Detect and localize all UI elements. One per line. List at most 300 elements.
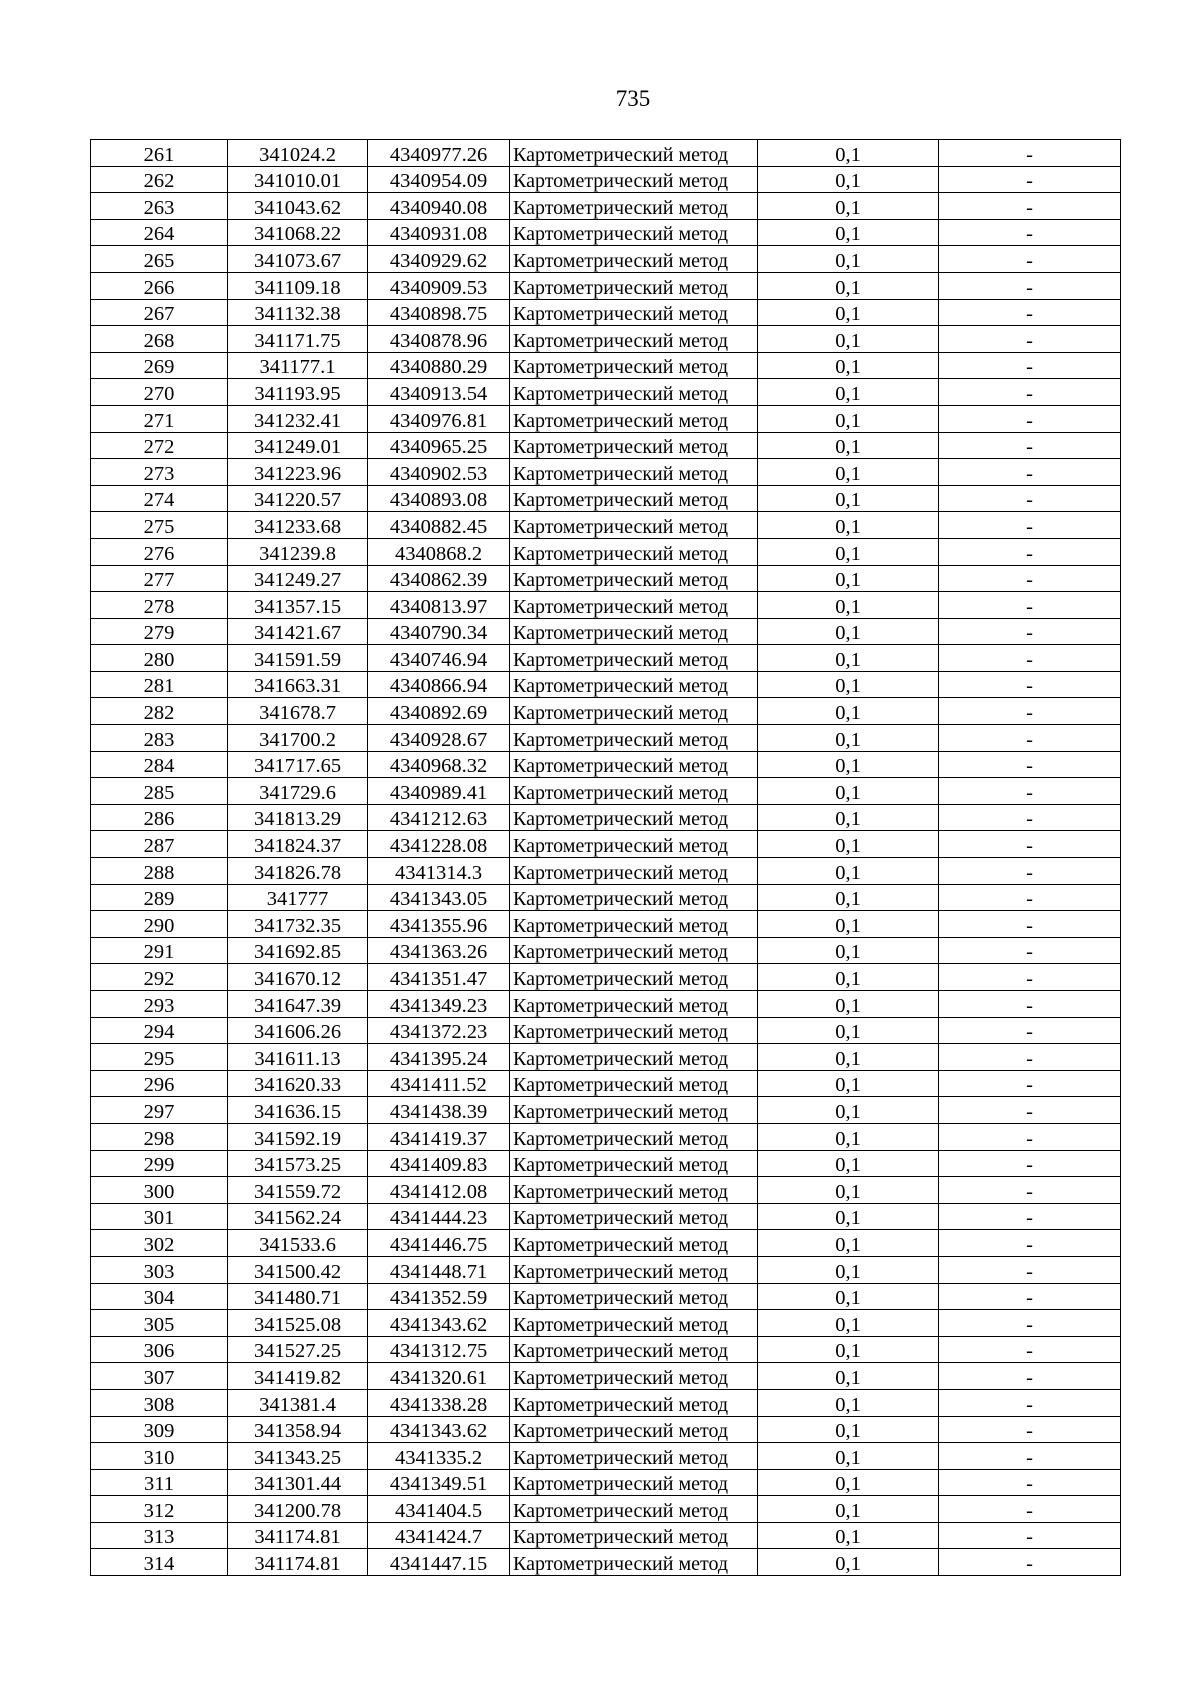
x-coordinate-cell: 341500.42 xyxy=(228,1256,368,1283)
note-cell: - xyxy=(939,193,1121,220)
x-coordinate-cell: 341670.12 xyxy=(228,964,368,991)
method-cell: Картометрический метод xyxy=(510,1017,758,1044)
note-cell: - xyxy=(939,565,1121,592)
note-cell: - xyxy=(939,725,1121,752)
accuracy-cell: 0,1 xyxy=(758,671,939,698)
method-cell: Картометрический метод xyxy=(510,831,758,858)
table-row xyxy=(91,778,1121,805)
x-coordinate-cell: 341777 xyxy=(228,884,368,911)
table-row xyxy=(91,1336,1121,1363)
method-cell: Картометрический метод xyxy=(510,485,758,512)
note-cell: - xyxy=(939,352,1121,379)
note-cell: - xyxy=(939,858,1121,885)
method-cell: Картометрический метод xyxy=(510,1203,758,1230)
point-number-cell: 287 xyxy=(91,831,228,858)
x-coordinate-cell: 341729.6 xyxy=(228,778,368,805)
y-coordinate-cell: 4340931.08 xyxy=(368,219,510,246)
table-row xyxy=(91,299,1121,326)
x-coordinate-cell: 341109.18 xyxy=(228,272,368,299)
table-row xyxy=(91,884,1121,911)
x-coordinate-cell: 341717.65 xyxy=(228,751,368,778)
method-cell: Картометрический метод xyxy=(510,991,758,1018)
note-cell: - xyxy=(939,1256,1121,1283)
table-row xyxy=(91,1496,1121,1523)
point-number-cell: 263 xyxy=(91,193,228,220)
y-coordinate-cell: 4340868.2 xyxy=(368,538,510,565)
y-coordinate-cell: 4341212.63 xyxy=(368,804,510,831)
point-number-cell: 299 xyxy=(91,1150,228,1177)
accuracy-cell: 0,1 xyxy=(758,618,939,645)
table-row xyxy=(91,1416,1121,1443)
note-cell: - xyxy=(939,299,1121,326)
point-number-cell: 304 xyxy=(91,1283,228,1310)
method-cell: Картометрический метод xyxy=(510,618,758,645)
x-coordinate-cell: 341381.4 xyxy=(228,1389,368,1416)
x-coordinate-cell: 341232.41 xyxy=(228,405,368,432)
y-coordinate-cell: 4341424.7 xyxy=(368,1522,510,1549)
coordinates-table xyxy=(90,139,1121,1576)
point-number-cell: 314 xyxy=(91,1549,228,1576)
x-coordinate-cell: 341239.8 xyxy=(228,538,368,565)
point-number-cell: 281 xyxy=(91,671,228,698)
y-coordinate-cell: 4341352.59 xyxy=(368,1283,510,1310)
table-row xyxy=(91,1256,1121,1283)
accuracy-cell: 0,1 xyxy=(758,911,939,938)
method-cell: Картометрический метод xyxy=(510,326,758,353)
note-cell: - xyxy=(939,1363,1121,1390)
y-coordinate-cell: 4340893.08 xyxy=(368,485,510,512)
point-number-cell: 261 xyxy=(91,140,228,167)
y-coordinate-cell: 4341363.26 xyxy=(368,937,510,964)
method-cell: Картометрический метод xyxy=(510,1044,758,1071)
y-coordinate-cell: 4340902.53 xyxy=(368,459,510,486)
y-coordinate-cell: 4341312.75 xyxy=(368,1336,510,1363)
accuracy-cell: 0,1 xyxy=(758,1363,939,1390)
accuracy-cell: 0,1 xyxy=(758,1283,939,1310)
y-coordinate-cell: 4341349.23 xyxy=(368,991,510,1018)
x-coordinate-cell: 341732.35 xyxy=(228,911,368,938)
point-number-cell: 262 xyxy=(91,166,228,193)
y-coordinate-cell: 4340913.54 xyxy=(368,379,510,406)
accuracy-cell: 0,1 xyxy=(758,804,939,831)
table-row xyxy=(91,485,1121,512)
method-cell: Картометрический метод xyxy=(510,193,758,220)
table-row xyxy=(91,1469,1121,1496)
method-cell: Картометрический метод xyxy=(510,1416,758,1443)
note-cell: - xyxy=(939,246,1121,273)
accuracy-cell: 0,1 xyxy=(758,884,939,911)
x-coordinate-cell: 341343.25 xyxy=(228,1443,368,1470)
table-row xyxy=(91,538,1121,565)
table-row xyxy=(91,618,1121,645)
table-row xyxy=(91,246,1121,273)
note-cell: - xyxy=(939,1017,1121,1044)
point-number-cell: 274 xyxy=(91,485,228,512)
x-coordinate-cell: 341177.1 xyxy=(228,352,368,379)
note-cell: - xyxy=(939,459,1121,486)
method-cell: Картометрический метод xyxy=(510,565,758,592)
y-coordinate-cell: 4340965.25 xyxy=(368,432,510,459)
x-coordinate-cell: 341611.13 xyxy=(228,1044,368,1071)
y-coordinate-cell: 4340813.97 xyxy=(368,592,510,619)
point-number-cell: 283 xyxy=(91,725,228,752)
accuracy-cell: 0,1 xyxy=(758,778,939,805)
table-row xyxy=(91,645,1121,672)
accuracy-cell: 0,1 xyxy=(758,1203,939,1230)
y-coordinate-cell: 4340940.08 xyxy=(368,193,510,220)
x-coordinate-cell: 341678.7 xyxy=(228,698,368,725)
y-coordinate-cell: 4340928.67 xyxy=(368,725,510,752)
x-coordinate-cell: 341301.44 xyxy=(228,1469,368,1496)
method-cell: Картометрический метод xyxy=(510,379,758,406)
note-cell: - xyxy=(939,485,1121,512)
y-coordinate-cell: 4341411.52 xyxy=(368,1070,510,1097)
table-row xyxy=(91,831,1121,858)
y-coordinate-cell: 4341343.62 xyxy=(368,1310,510,1337)
x-coordinate-cell: 341249.01 xyxy=(228,432,368,459)
note-cell: - xyxy=(939,166,1121,193)
method-cell: Картометрический метод xyxy=(510,1363,758,1390)
method-cell: Картометрический метод xyxy=(510,884,758,911)
accuracy-cell: 0,1 xyxy=(758,831,939,858)
accuracy-cell: 0,1 xyxy=(758,1443,939,1470)
accuracy-cell: 0,1 xyxy=(758,299,939,326)
note-cell: - xyxy=(939,272,1121,299)
accuracy-cell: 0,1 xyxy=(758,725,939,752)
point-number-cell: 266 xyxy=(91,272,228,299)
point-number-cell: 276 xyxy=(91,538,228,565)
accuracy-cell: 0,1 xyxy=(758,1177,939,1204)
x-coordinate-cell: 341525.08 xyxy=(228,1310,368,1337)
accuracy-cell: 0,1 xyxy=(758,991,939,1018)
table-row xyxy=(91,804,1121,831)
note-cell: - xyxy=(939,1097,1121,1124)
y-coordinate-cell: 4341372.23 xyxy=(368,1017,510,1044)
x-coordinate-cell: 341174.81 xyxy=(228,1522,368,1549)
x-coordinate-cell: 341559.72 xyxy=(228,1177,368,1204)
method-cell: Картометрический метод xyxy=(510,1443,758,1470)
accuracy-cell: 0,1 xyxy=(758,1336,939,1363)
table-row xyxy=(91,1044,1121,1071)
y-coordinate-cell: 4341438.39 xyxy=(368,1097,510,1124)
point-number-cell: 284 xyxy=(91,751,228,778)
accuracy-cell: 0,1 xyxy=(758,459,939,486)
table-row xyxy=(91,671,1121,698)
note-cell: - xyxy=(939,538,1121,565)
y-coordinate-cell: 4341343.62 xyxy=(368,1416,510,1443)
page-number: 735 xyxy=(615,86,651,111)
table-row xyxy=(91,751,1121,778)
accuracy-cell: 0,1 xyxy=(758,1097,939,1124)
method-cell: Картометрический метод xyxy=(510,645,758,672)
method-cell: Картометрический метод xyxy=(510,405,758,432)
point-number-cell: 301 xyxy=(91,1203,228,1230)
table-row xyxy=(91,405,1121,432)
method-cell: Картометрический метод xyxy=(510,592,758,619)
method-cell: Картометрический метод xyxy=(510,219,758,246)
table-row xyxy=(91,1150,1121,1177)
table-row xyxy=(91,379,1121,406)
table-row xyxy=(91,1123,1121,1150)
y-coordinate-cell: 4340898.75 xyxy=(368,299,510,326)
accuracy-cell: 0,1 xyxy=(758,219,939,246)
method-cell: Картометрический метод xyxy=(510,1230,758,1257)
accuracy-cell: 0,1 xyxy=(758,166,939,193)
method-cell: Картометрический метод xyxy=(510,1256,758,1283)
note-cell: - xyxy=(939,1522,1121,1549)
note-cell: - xyxy=(939,1283,1121,1310)
point-number-cell: 302 xyxy=(91,1230,228,1257)
point-number-cell: 303 xyxy=(91,1256,228,1283)
y-coordinate-cell: 4340954.09 xyxy=(368,166,510,193)
note-cell: - xyxy=(939,1203,1121,1230)
accuracy-cell: 0,1 xyxy=(758,352,939,379)
x-coordinate-cell: 341233.68 xyxy=(228,512,368,539)
accuracy-cell: 0,1 xyxy=(758,512,939,539)
x-coordinate-cell: 341562.24 xyxy=(228,1203,368,1230)
x-coordinate-cell: 341692.85 xyxy=(228,937,368,964)
y-coordinate-cell: 4340989.41 xyxy=(368,778,510,805)
accuracy-cell: 0,1 xyxy=(758,405,939,432)
y-coordinate-cell: 4340880.29 xyxy=(368,352,510,379)
note-cell: - xyxy=(939,140,1121,167)
table-row xyxy=(91,352,1121,379)
y-coordinate-cell: 4341404.5 xyxy=(368,1496,510,1523)
table-row xyxy=(91,219,1121,246)
point-number-cell: 300 xyxy=(91,1177,228,1204)
point-number-cell: 312 xyxy=(91,1496,228,1523)
point-number-cell: 268 xyxy=(91,326,228,353)
accuracy-cell: 0,1 xyxy=(758,432,939,459)
accuracy-cell: 0,1 xyxy=(758,1416,939,1443)
method-cell: Картометрический метод xyxy=(510,1549,758,1576)
table-row xyxy=(91,432,1121,459)
point-number-cell: 305 xyxy=(91,1310,228,1337)
note-cell: - xyxy=(939,592,1121,619)
table-row xyxy=(91,565,1121,592)
method-cell: Картометрический метод xyxy=(510,937,758,964)
method-cell: Картометрический метод xyxy=(510,1336,758,1363)
method-cell: Картометрический метод xyxy=(510,1496,758,1523)
x-coordinate-cell: 341421.67 xyxy=(228,618,368,645)
note-cell: - xyxy=(939,219,1121,246)
x-coordinate-cell: 341132.38 xyxy=(228,299,368,326)
y-coordinate-cell: 4341395.24 xyxy=(368,1044,510,1071)
note-cell: - xyxy=(939,884,1121,911)
x-coordinate-cell: 341357.15 xyxy=(228,592,368,619)
y-coordinate-cell: 4340977.26 xyxy=(368,140,510,167)
accuracy-cell: 0,1 xyxy=(758,858,939,885)
note-cell: - xyxy=(939,405,1121,432)
note-cell: - xyxy=(939,1549,1121,1576)
point-number-cell: 294 xyxy=(91,1017,228,1044)
accuracy-cell: 0,1 xyxy=(758,1469,939,1496)
table-row xyxy=(91,592,1121,619)
x-coordinate-cell: 341200.78 xyxy=(228,1496,368,1523)
accuracy-cell: 0,1 xyxy=(758,1044,939,1071)
accuracy-cell: 0,1 xyxy=(758,538,939,565)
x-coordinate-cell: 341527.25 xyxy=(228,1336,368,1363)
note-cell: - xyxy=(939,991,1121,1018)
x-coordinate-cell: 341591.59 xyxy=(228,645,368,672)
note-cell: - xyxy=(939,698,1121,725)
note-cell: - xyxy=(939,831,1121,858)
accuracy-cell: 0,1 xyxy=(758,485,939,512)
x-coordinate-cell: 341174.81 xyxy=(228,1549,368,1576)
note-cell: - xyxy=(939,326,1121,353)
x-coordinate-cell: 341358.94 xyxy=(228,1416,368,1443)
note-cell: - xyxy=(939,1177,1121,1204)
table-row xyxy=(91,1283,1121,1310)
method-cell: Картометрический метод xyxy=(510,1310,758,1337)
table-row xyxy=(91,911,1121,938)
accuracy-cell: 0,1 xyxy=(758,1230,939,1257)
note-cell: - xyxy=(939,512,1121,539)
point-number-cell: 308 xyxy=(91,1389,228,1416)
accuracy-cell: 0,1 xyxy=(758,1123,939,1150)
y-coordinate-cell: 4340892.69 xyxy=(368,698,510,725)
x-coordinate-cell: 341073.67 xyxy=(228,246,368,273)
table-row xyxy=(91,1097,1121,1124)
method-cell: Картометрический метод xyxy=(510,1469,758,1496)
x-coordinate-cell: 341419.82 xyxy=(228,1363,368,1390)
note-cell: - xyxy=(939,1070,1121,1097)
point-number-cell: 298 xyxy=(91,1123,228,1150)
method-cell: Картометрический метод xyxy=(510,140,758,167)
point-number-cell: 307 xyxy=(91,1363,228,1390)
y-coordinate-cell: 4341409.83 xyxy=(368,1150,510,1177)
method-cell: Картометрический метод xyxy=(510,778,758,805)
table-row xyxy=(91,1177,1121,1204)
point-number-cell: 275 xyxy=(91,512,228,539)
accuracy-cell: 0,1 xyxy=(758,246,939,273)
method-cell: Картометрический метод xyxy=(510,272,758,299)
method-cell: Картометрический метод xyxy=(510,1070,758,1097)
note-cell: - xyxy=(939,379,1121,406)
x-coordinate-cell: 341010.01 xyxy=(228,166,368,193)
accuracy-cell: 0,1 xyxy=(758,937,939,964)
x-coordinate-cell: 341220.57 xyxy=(228,485,368,512)
point-number-cell: 279 xyxy=(91,618,228,645)
note-cell: - xyxy=(939,911,1121,938)
y-coordinate-cell: 4340909.53 xyxy=(368,272,510,299)
point-number-cell: 289 xyxy=(91,884,228,911)
accuracy-cell: 0,1 xyxy=(758,140,939,167)
x-coordinate-cell: 341223.96 xyxy=(228,459,368,486)
point-number-cell: 280 xyxy=(91,645,228,672)
table-row xyxy=(91,193,1121,220)
note-cell: - xyxy=(939,964,1121,991)
point-number-cell: 271 xyxy=(91,405,228,432)
note-cell: - xyxy=(939,1150,1121,1177)
point-number-cell: 269 xyxy=(91,352,228,379)
method-cell: Картометрический метод xyxy=(510,1283,758,1310)
note-cell: - xyxy=(939,671,1121,698)
method-cell: Картометрический метод xyxy=(510,1522,758,1549)
note-cell: - xyxy=(939,1230,1121,1257)
accuracy-cell: 0,1 xyxy=(758,379,939,406)
y-coordinate-cell: 4340878.96 xyxy=(368,326,510,353)
accuracy-cell: 0,1 xyxy=(758,193,939,220)
y-coordinate-cell: 4340746.94 xyxy=(368,645,510,672)
method-cell: Картометрический метод xyxy=(510,352,758,379)
method-cell: Картометрический метод xyxy=(510,1123,758,1150)
y-coordinate-cell: 4341338.28 xyxy=(368,1389,510,1416)
y-coordinate-cell: 4341351.47 xyxy=(368,964,510,991)
accuracy-cell: 0,1 xyxy=(758,645,939,672)
point-number-cell: 291 xyxy=(91,937,228,964)
x-coordinate-cell: 341024.2 xyxy=(228,140,368,167)
table-row xyxy=(91,140,1121,167)
note-cell: - xyxy=(939,1044,1121,1071)
accuracy-cell: 0,1 xyxy=(758,326,939,353)
y-coordinate-cell: 4341314.3 xyxy=(368,858,510,885)
point-number-cell: 295 xyxy=(91,1044,228,1071)
point-number-cell: 278 xyxy=(91,592,228,619)
accuracy-cell: 0,1 xyxy=(758,1310,939,1337)
point-number-cell: 267 xyxy=(91,299,228,326)
x-coordinate-cell: 341663.31 xyxy=(228,671,368,698)
table-row xyxy=(91,991,1121,1018)
x-coordinate-cell: 341249.27 xyxy=(228,565,368,592)
table-row xyxy=(91,1363,1121,1390)
method-cell: Картометрический метод xyxy=(510,671,758,698)
y-coordinate-cell: 4341412.08 xyxy=(368,1177,510,1204)
point-number-cell: 293 xyxy=(91,991,228,1018)
note-cell: - xyxy=(939,1123,1121,1150)
point-number-cell: 277 xyxy=(91,565,228,592)
note-cell: - xyxy=(939,1389,1121,1416)
y-coordinate-cell: 4340882.45 xyxy=(368,512,510,539)
point-number-cell: 273 xyxy=(91,459,228,486)
note-cell: - xyxy=(939,1469,1121,1496)
table-row xyxy=(91,1230,1121,1257)
point-number-cell: 296 xyxy=(91,1070,228,1097)
y-coordinate-cell: 4340862.39 xyxy=(368,565,510,592)
point-number-cell: 272 xyxy=(91,432,228,459)
point-number-cell: 292 xyxy=(91,964,228,991)
table-row xyxy=(91,512,1121,539)
x-coordinate-cell: 341606.26 xyxy=(228,1017,368,1044)
table-row xyxy=(91,1549,1121,1576)
y-coordinate-cell: 4341444.23 xyxy=(368,1203,510,1230)
method-cell: Картометрический метод xyxy=(510,698,758,725)
note-cell: - xyxy=(939,1496,1121,1523)
accuracy-cell: 0,1 xyxy=(758,1070,939,1097)
accuracy-cell: 0,1 xyxy=(758,1389,939,1416)
accuracy-cell: 0,1 xyxy=(758,1496,939,1523)
note-cell: - xyxy=(939,1336,1121,1363)
method-cell: Картометрический метод xyxy=(510,964,758,991)
x-coordinate-cell: 341700.2 xyxy=(228,725,368,752)
method-cell: Картометрический метод xyxy=(510,804,758,831)
table-row xyxy=(91,1017,1121,1044)
table-row xyxy=(91,725,1121,752)
x-coordinate-cell: 341068.22 xyxy=(228,219,368,246)
point-number-cell: 309 xyxy=(91,1416,228,1443)
accuracy-cell: 0,1 xyxy=(758,1256,939,1283)
note-cell: - xyxy=(939,804,1121,831)
y-coordinate-cell: 4340929.62 xyxy=(368,246,510,273)
y-coordinate-cell: 4340790.34 xyxy=(368,618,510,645)
point-number-cell: 282 xyxy=(91,698,228,725)
y-coordinate-cell: 4341355.96 xyxy=(368,911,510,938)
y-coordinate-cell: 4341419.37 xyxy=(368,1123,510,1150)
note-cell: - xyxy=(939,778,1121,805)
point-number-cell: 264 xyxy=(91,219,228,246)
accuracy-cell: 0,1 xyxy=(758,964,939,991)
y-coordinate-cell: 4340968.32 xyxy=(368,751,510,778)
